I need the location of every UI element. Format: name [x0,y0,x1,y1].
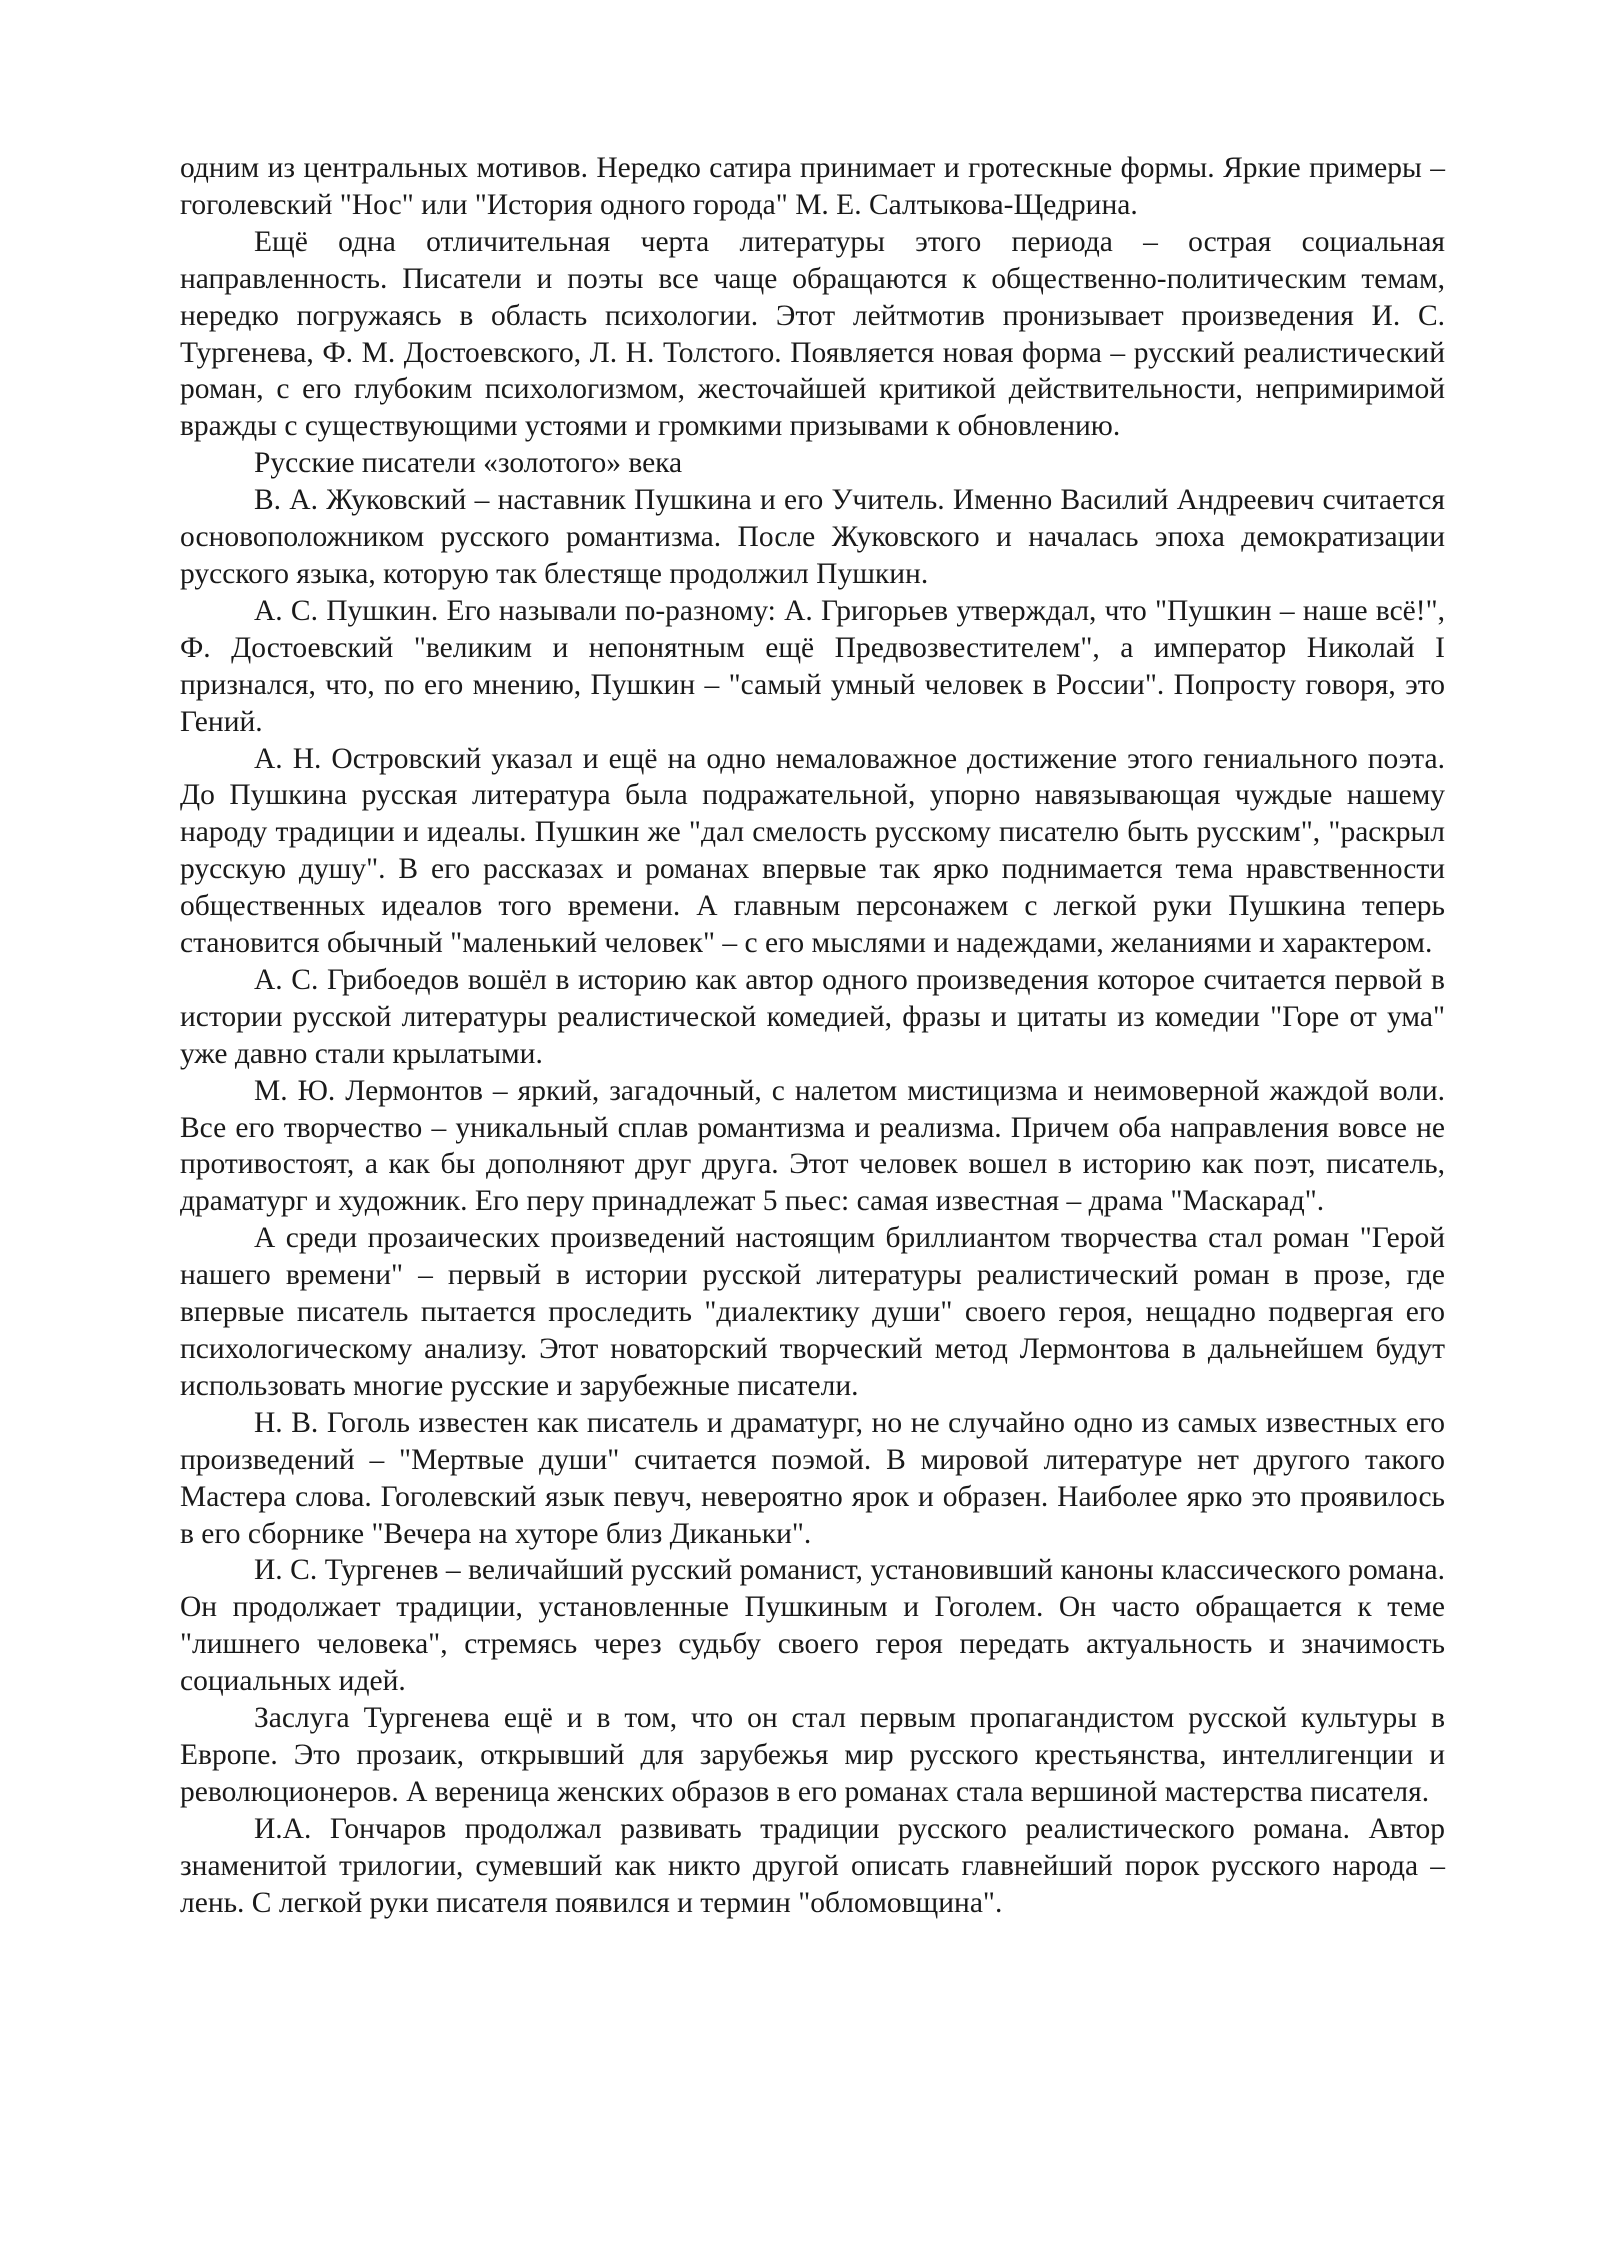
section-heading-golden-age-writers: Русские писатели «золотого» века [254,447,683,480]
document-page [180,150,1445,1922]
paragraph-zhukovsky: В. А. Жуковский – наставник Пушкина и его Учитель. Именно Василий Андреевич считается основоположником русского романтизма. После Жуковского и началась эпоха демократизации русского языка, которую так блестяще продолжил Пушкин. [180,484,1445,590]
paragraph-griboyedov: А. С. Грибоедов вошёл в историю как автор одного произведения которое считается первой в истории русской литературы реалистической комедией, фразы и цитаты из комедии "Горе от ума" уже давно стали крылатыми. [180,963,1445,1070]
paragraph-turgenev: И. С. Тургенев – величайший русский романист, установивший каноны классического романа. Он продолжает традиции, установленные Пушкиным и Гоголем. Он часто обращается к теме "лишнего человека", стремясь через судьбу своего героя передать актуальность и значимость социальных идей. [180,1554,1445,1698]
paragraph-lermontov: М. Ю. Лермонтов – яркий, загадочный, с налетом мистицизма и неимоверной жаждой воли. Все его творчество – уникальный сплав романтизма и реализма. Причем оба направления вовсе не противостоят, а как бы дополняют друг друга. Этот человек вошел в историю как поэт, писатель, драматург и художник. Его перу принадлежат 5 пьес: самая известная – драма "Маскарад". [180,1074,1445,1218]
paragraph-goncharov: И.А. Гончаров продолжал развивать традиции русского реалистического романа. Автор знаменитой трилогии, сумевший как никто другой описать главнейший порок русского народа – лень. С легкой руки писателя появился и термин "обломовщина". [180,1812,1445,1919]
paragraph-continuation: одним из центральных мотивов. Нередко сатира принимает и гротескные формы. Яркие примеры – гоголевский "Нос" или "История одного города" М. Е. Салтыкова-Щедрина. [180,152,1445,221]
paragraph-pushkin: А. С. Пушкин. Его называли по-разному: А. Григорьев утверждал, что "Пушкин – наше всё!", Ф. Достоевский "великим и непонятным ещё Предвозвестителем", а император Николай I признался, что, по его мнению, Пушкин – "самый умный человек в России". Попросту говоря, это Гений. [180,594,1445,738]
paragraph-gogol: Н. В. Гоголь известен как писатель и драматург, но не случайно одно из самых известных его произведений – "Мертвые души" считается поэмой. В мировой литературе нет другого такого Мастера слова. Гоголевский язык певуч, невероятно ярок и образен. Наиболее ярко это проявилось в его сборнике "Вечера на хуторе близ Диканьки". [180,1406,1445,1550]
paragraph-turgenev-europe: Заслуга Тургенева ещё и в том, что он стал первым пропагандистом русской культуры в Европе. Это прозаик, открывший для зарубежья мир русского крестьянства, интеллигенции и революционеров. А вереница женских образов в его романах стала вершиной мастерства писателя. [180,1702,1445,1808]
paragraph-hero-of-our-time: А среди прозаических произведений настоящим бриллиантом творчества стал роман "Герой нашего времени" – первый в истории русской литературы реалистический роман в прозе, где впервые писатель пытается проследить "диалектику души" своего героя, нещадно подвергая его психологическому анализу. Этот новаторский творческий метод Лермонтова в дальнейшем будут использовать многие русские и зарубежные писатели. [180,1222,1445,1402]
paragraph-social-orientation: Ещё одна отличительная черта литературы этого периода – острая социальная направленность. Писатели и поэты все чаще обращаются к общественно-политическим темам, нередко погружаясь в область психологии. Этот лейтмотив пронизывает произведения И. С. Тургенева, Ф. М. Достоевского, Л. Н. Толстого. Появляется новая форма – русский реалистический роман, с его глубоким психологизмом, жесточайшей критикой действительности, непримиримой вражды с существующими устоями и громкими призывами к обновлению. [180,225,1445,443]
paragraph-ostrovsky-on-pushkin: А. Н. Островский указал и ещё на одно немаловажное достижение этого гениального поэта. До Пушкина русская литература была подражательной, упорно навязывающая чуждые нашему народу традиции и идеалы. Пушкин же "дал смелость русскому писателю быть русским", "раскрыл русскую душу". В его рассказах и романах впервые так ярко поднимается тема нравственности общественных идеалов того времени. А главным персонажем с легкой руки Пушкина теперь становится обычный "маленький человек" – с его мыслями и надеждами, желаниями и характером. [180,742,1445,960]
